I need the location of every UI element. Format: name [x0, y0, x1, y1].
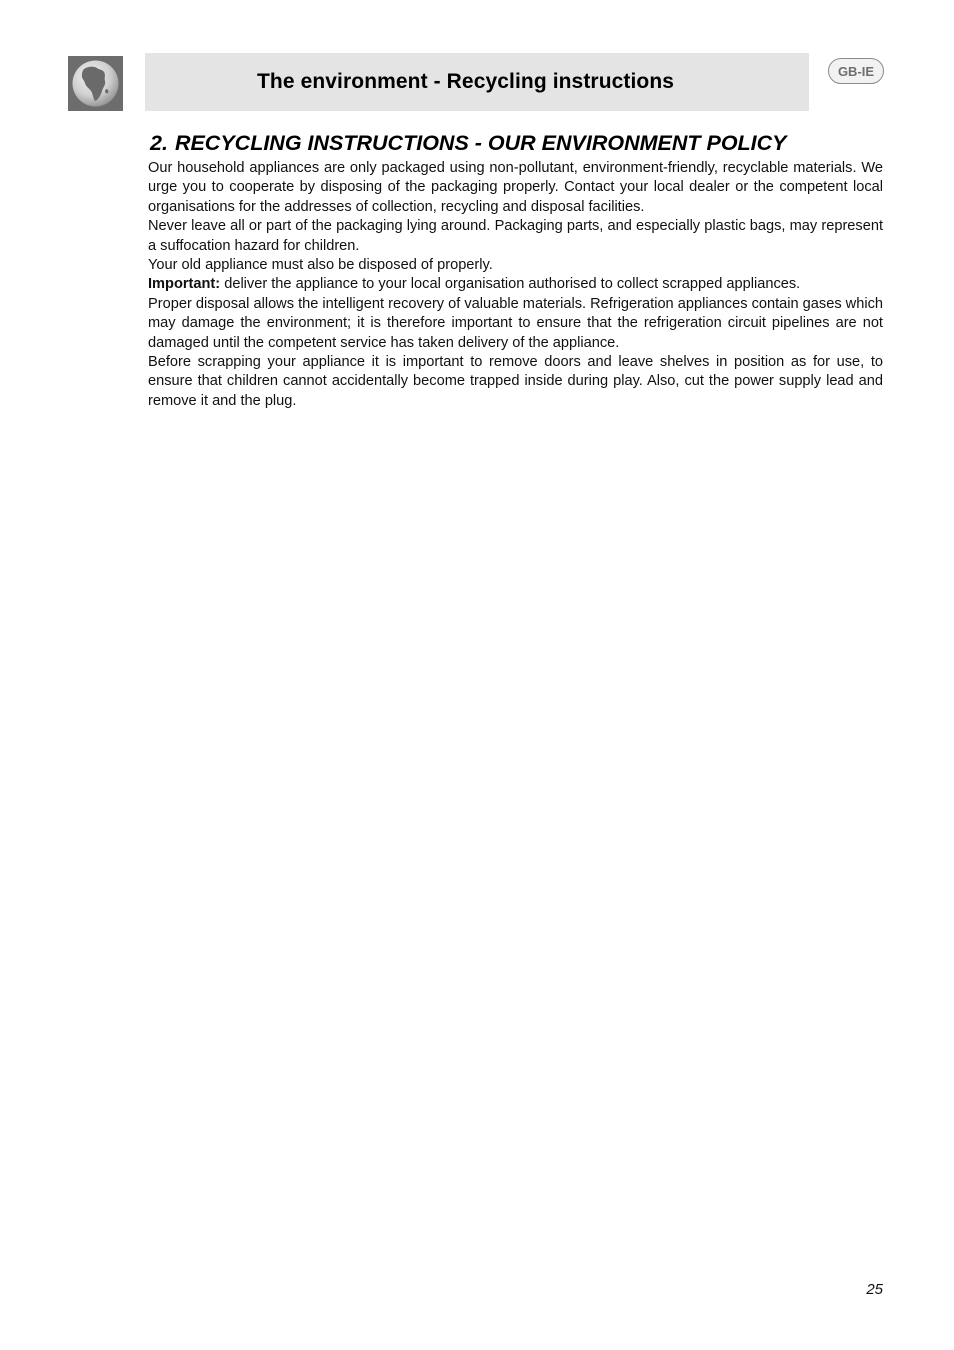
paragraph-suffocation: Never leave all or part of the packaging lying around. Packaging parts, and especially plastic bags, may represent a suffocation hazard for children.	[148, 218, 883, 254]
section-heading	[150, 130, 883, 157]
header-bar	[145, 53, 809, 111]
important-text: deliver the appliance to your local organisation authorised to collect scrapped appliances.	[220, 276, 801, 293]
important-label: Important:	[148, 276, 221, 293]
header-title: The environment - Recycling instructions	[257, 70, 675, 93]
language-badge: GB-IE	[828, 58, 884, 84]
paragraph-scrapping: Before scrapping your appliance it is important to remove doors and leave shelves in position as for use, to ensure that children cannot accidentally become trapped inside during play. Also, cut the power supply lead and remove it and the plug.	[148, 354, 883, 409]
main-content	[148, 130, 883, 411]
page-number: 25	[866, 1281, 883, 1298]
section-number: 2.	[150, 131, 168, 155]
paragraph-packaging: Our household appliances are only packaged using non-pollutant, environment-friendly, recyclable materials. We urge you to cooperate by disposing of the packaging properly. Contact your local dealer or the competent local organisations for the addresses of collection, recycling and disposal facilities.	[148, 160, 883, 215]
globe-icon	[68, 56, 123, 111]
paragraph-proper-disposal: Proper disposal allows the intelligent recovery of valuable materials. Refrigeration appliances contain gases which may damage the environment; it is therefore important to ensure that the refrigeration circuit pipelines are not damaged until the competent service has taken delivery of the appliance.	[148, 295, 883, 351]
paragraph-old-appliance: Your old appliance must also be disposed of properly.	[148, 257, 493, 274]
section-title: RECYCLING INSTRUCTIONS - OUR ENVIRONMENT POLICY	[174, 131, 787, 155]
paragraph-important	[148, 275, 883, 294]
